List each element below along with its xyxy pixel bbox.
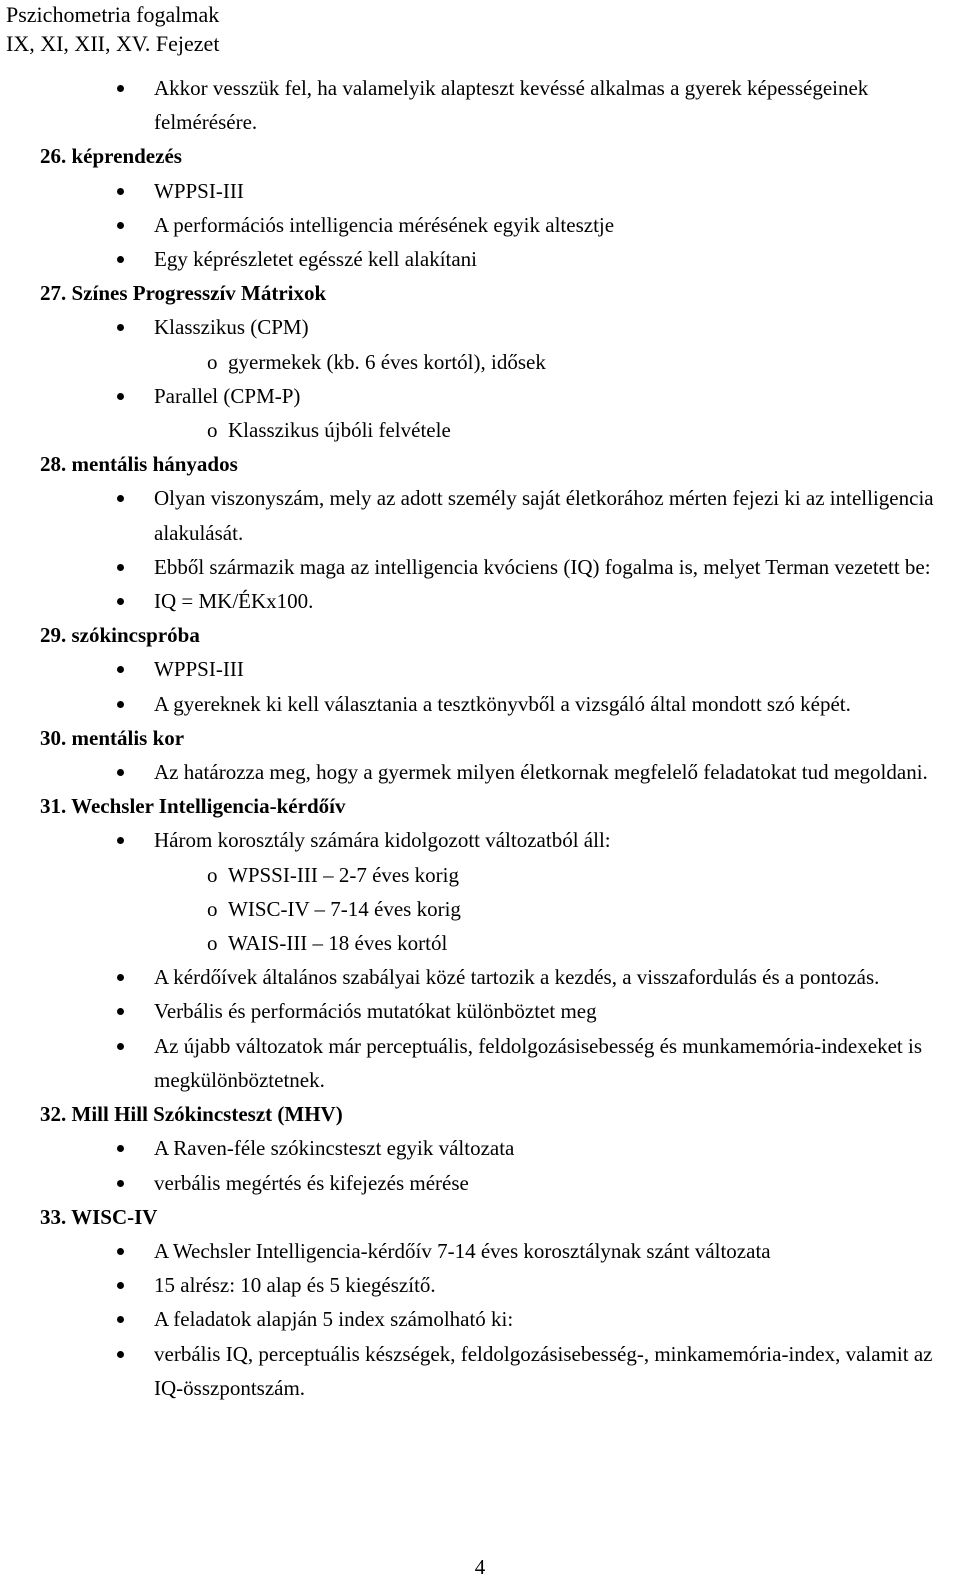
section-title: 27. Színes Progresszív Mátrixok [40, 281, 327, 306]
sub-list-item: o gyermekek (kb. 6 éves kortól), idősek [40, 345, 940, 379]
list-item: 15 alrész: 10 alap és 5 kiegészítő. [40, 1268, 940, 1302]
list-item: A gyereknek ki kell választania a tesztkönyvből a vizsgáló által mondott szó képét. [40, 687, 940, 721]
list-item: Olyan viszonyszám, mely az adott személy saját életkorához mérten fejezi ki az intelligencia alakulását. [40, 481, 940, 549]
section-title: 30. mentális kor [40, 725, 185, 750]
list-item: Az újabb változatok már perceptuális, feldolgozásisebesség és munkamemória-indexeket is megkülönböztetnek. [40, 1029, 940, 1097]
page-number: 4 [474, 1555, 486, 1579]
list-item: A Wechsler Intelligencia-kérdőív 7-14 éves korosztálynak szánt változata [40, 1234, 940, 1268]
section-title: 32. Mill Hill Szókincsteszt (MHV) [40, 1102, 343, 1127]
list-item: Három korosztály számára kidolgozott változatból áll: [40, 823, 940, 857]
list-item: A performációs intelligencia mérésének egyik altesztje [40, 208, 940, 242]
document-header [6, 0, 219, 58]
intro-bullet: Akkor vesszük fel, ha valamelyik alapteszt kevéssé alkalmas a gyerek képességeinek felmérésére. [40, 71, 940, 139]
document-body [40, 71, 940, 1405]
list-item: IQ = MK/ÉKx100. [40, 584, 940, 618]
list-item: Klasszikus (CPM) [40, 310, 940, 344]
section-title: 28. mentális hányados [40, 452, 238, 477]
list-item: Parallel (CPM-P) [40, 379, 940, 413]
list-item: WPPSI-III [40, 174, 940, 208]
list-item: verbális megértés és kifejezés mérése [40, 1166, 940, 1200]
list-item: Ebből származik maga az intelligencia kvóciens (IQ) fogalma is, melyet Terman vezetett be: [40, 550, 940, 584]
list-item: WPPSI-III [40, 652, 940, 686]
list-item: Az határozza meg, hogy a gyermek milyen életkornak megfelelő feladatokat tud megoldani. [40, 755, 940, 789]
section-title: 31. Wechsler Intelligencia-kérdőív [40, 794, 346, 819]
section-title: 29. szókincspróba [40, 623, 200, 648]
sub-list-item: o WAIS-III – 18 éves kortól [40, 926, 940, 960]
list-item: Verbális és performációs mutatókat különböztet meg [40, 994, 940, 1028]
list-item: A feladatok alapján 5 index számolható ki: [40, 1302, 940, 1336]
section-title: 33. WISC-IV [40, 1204, 158, 1229]
list-item: A Raven-féle szókincsteszt egyik változata [40, 1131, 940, 1165]
section-title: 26. képrendezés [40, 144, 182, 169]
header-title: Pszichometria fogalmak [6, 2, 220, 27]
list-item: Egy képrészletet egésszé kell alakítani [40, 242, 940, 276]
header-subtitle: IX, XI, XII, XV. Fejezet [6, 31, 220, 56]
sub-list-item: o WPSSI-III – 2-7 éves korig [40, 858, 940, 892]
list-item: verbális IQ, perceptuális készségek, feldolgozásisebesség-, minkamemória-index, valamit az IQ-összpontszám. [40, 1337, 940, 1405]
sub-list-item: o WISC-IV – 7-14 éves korig [40, 892, 940, 926]
sub-list-item: o Klasszikus újbóli felvétele [40, 413, 940, 447]
list-item: A kérdőívek általános szabályai közé tartozik a kezdés, a visszafordulás és a pontozás. [40, 960, 940, 994]
